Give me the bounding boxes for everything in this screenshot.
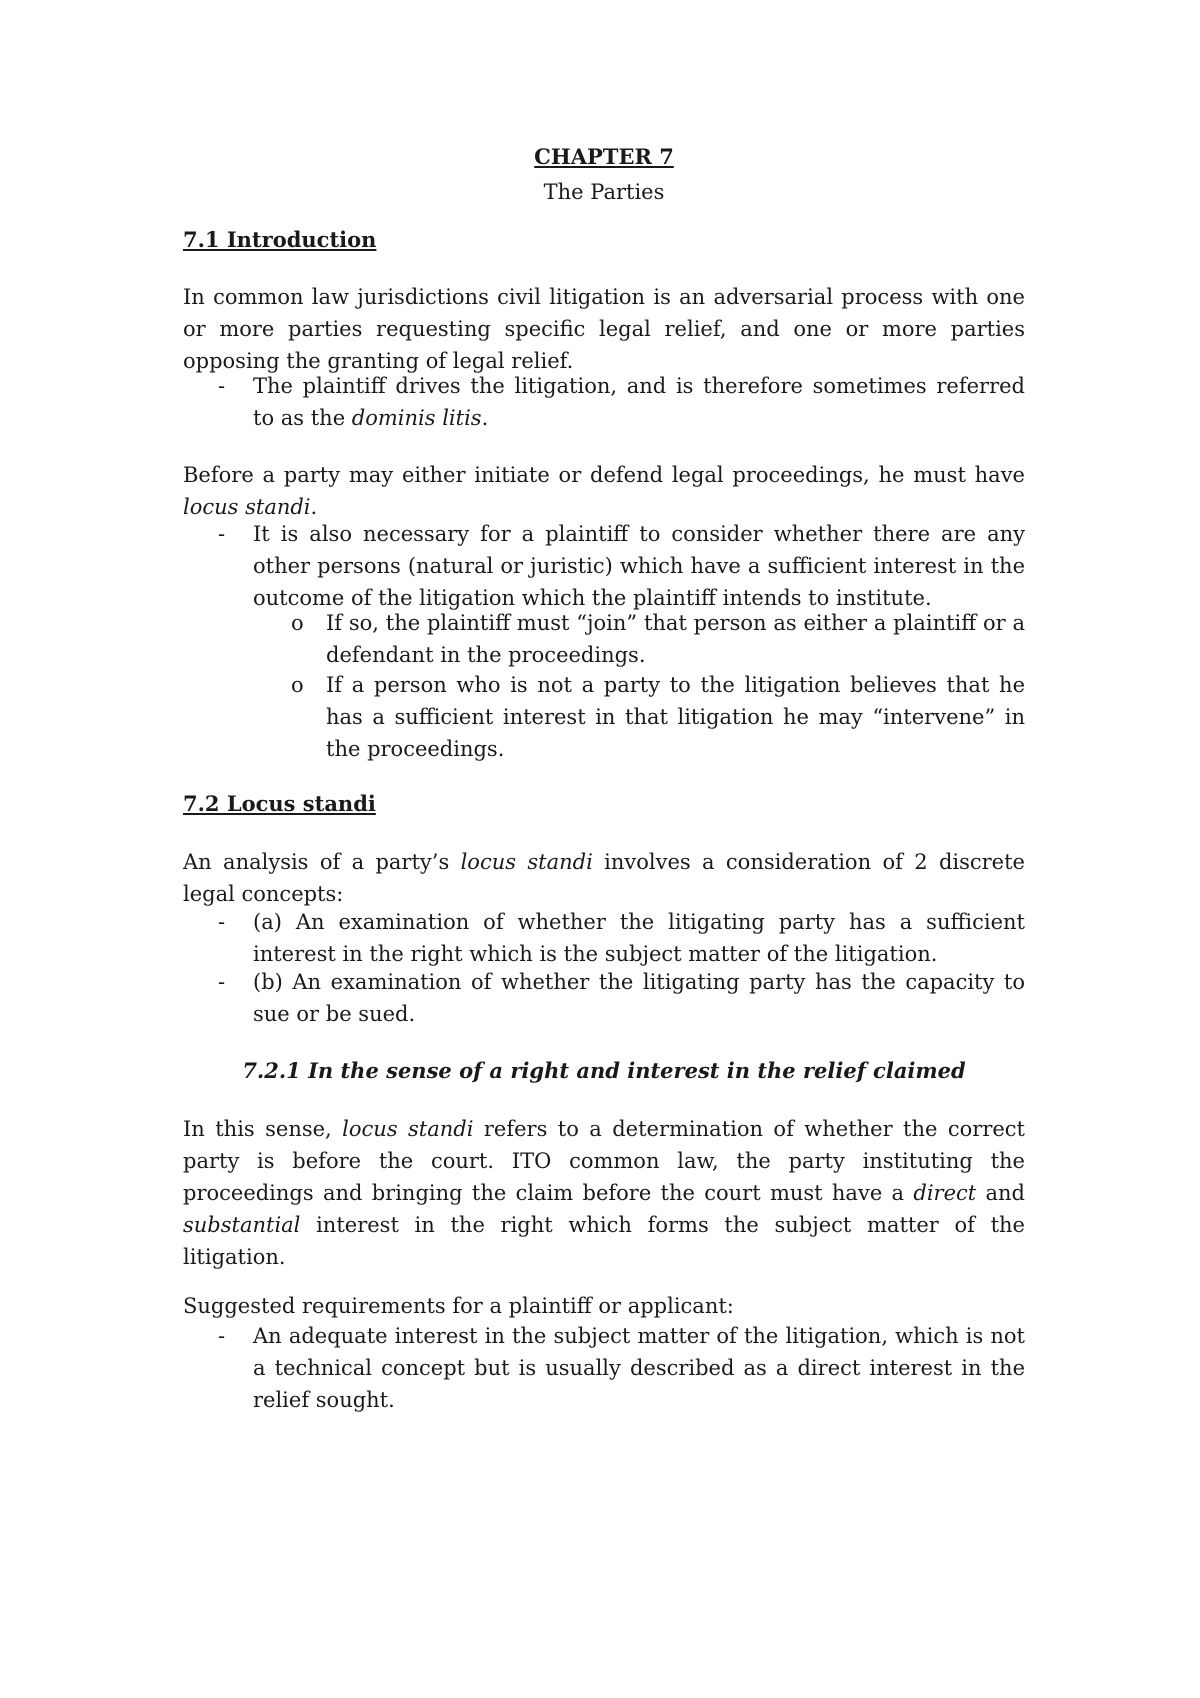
- chapter-title: The Parties: [543, 180, 665, 204]
- list-item: [218, 1320, 1025, 1416]
- intro-paragraph: In common law jurisdictions civil litigation is an adversarial process with one or more parties requesting specific legal relief, and one or more parties opposing the granting of legal relief.: [183, 285, 1025, 373]
- sub-list-item: [291, 669, 1025, 765]
- list-item-text: The plaintiff drives the litigation, and is therefore sometimes referred to as the dominis litis.: [253, 374, 1025, 430]
- subsection-heading-7-2-1: 7.2.1 In the sense of a right and interest in the relief claimed: [242, 1058, 966, 1083]
- sense-paragraph: In this sense, locus standi refers to a determination of whether the correct party is before the court. ITO common law, the party instituting the proceedings and bringing the claim before the court must have a direct and substantial interest in the right which forms the subject matter of the litigation.: [183, 1117, 1025, 1269]
- list-item-text: (a) An examination of whether the litigating party has a sufficient interest in the right which is the subject matter of the litigation.: [253, 910, 1025, 966]
- list-item-text: It is also necessary for a plaintiff to consider whether there are any other persons (natural or juristic) which have a sufficient interest in the outcome of the litigation which the plaintiff intends to institute.: [253, 522, 1025, 610]
- chapter-label: CHAPTER 7: [534, 144, 674, 169]
- sub-list-item-text: If a person who is not a party to the litigation believes that he has a sufficient interest in that litigation he may “intervene” in the proceedings.: [326, 673, 1025, 761]
- dash-marker: -: [218, 1324, 226, 1348]
- section-heading-7-2: 7.2 Locus standi: [183, 791, 376, 816]
- analysis-paragraph: An analysis of a party’s locus standi involves a consideration of 2 discrete legal concepts:: [183, 850, 1025, 906]
- list-item-text: (b) An examination of whether the litigating party has the capacity to sue or be sued.: [253, 970, 1025, 1026]
- list-item: [218, 906, 1025, 970]
- sub-list-item-text: If so, the plaintiff must “join” that person as either a plaintiff or a defendant in the proceedings.: [326, 611, 1025, 667]
- list-item: [218, 370, 1025, 434]
- locus-standi-paragraph: Before a party may either initiate or defend legal proceedings, he must have locus standi.: [183, 463, 1025, 519]
- dash-marker: -: [218, 374, 226, 398]
- dash-marker: -: [218, 522, 226, 546]
- sub-list-item: [291, 607, 1025, 671]
- list-item: [218, 518, 1025, 614]
- dash-marker: -: [218, 970, 226, 994]
- requirements-intro: Suggested requirements for a plaintiff or applicant:: [183, 1294, 734, 1318]
- list-item: [218, 966, 1025, 1030]
- dash-marker: -: [218, 910, 226, 934]
- circle-marker: o: [291, 611, 304, 635]
- section-heading-7-1: 7.1 Introduction: [183, 227, 377, 252]
- circle-marker: o: [291, 673, 304, 697]
- list-item-text: An adequate interest in the subject matter of the litigation, which is not a technical concept but is usually described as a direct interest in the relief sought.: [253, 1324, 1025, 1412]
